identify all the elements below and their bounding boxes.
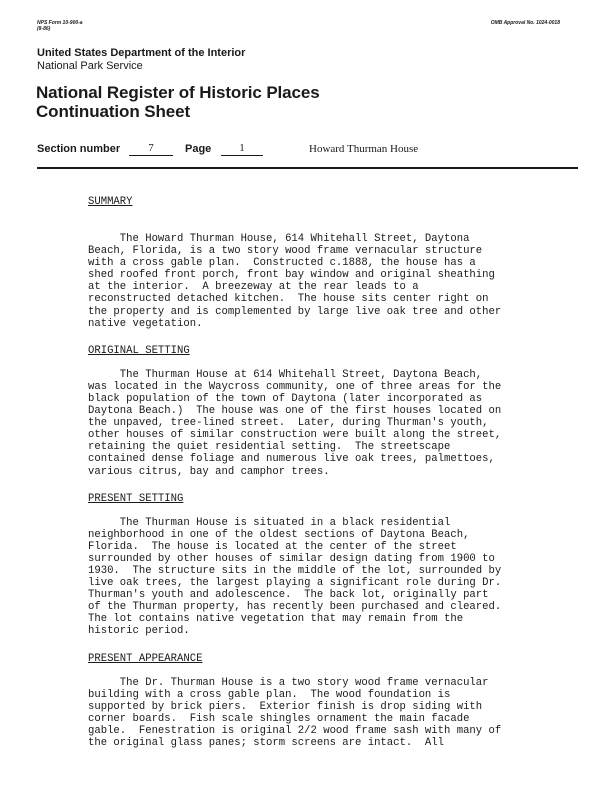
text-line: The lot contains native vegetation that may remain from the	[88, 613, 464, 626]
page-number-value: 1	[221, 143, 263, 156]
service-name: National Park Service	[37, 60, 143, 72]
paragraph-present-setting	[88, 517, 578, 638]
text-line: of the Thurman property, has recently been purchased and cleared.	[88, 601, 502, 614]
department-name: United States Department of the Interior	[37, 47, 246, 59]
paragraph-present-appearance	[88, 677, 578, 750]
text-line: was located in the Waycross community, one of three areas for the	[88, 380, 502, 393]
text-line: Thurman's youth and adolescence. The back lot, originally part	[88, 589, 489, 602]
section-heading-summary: SUMMARY	[88, 196, 133, 208]
text-line: Beach, Florida, is a two story wood frame vernacular structure	[88, 245, 483, 258]
text-line: Florida. The house is located at the center of the street	[88, 540, 457, 553]
text-line: The Howard Thurman House, 614 Whitehall Street, Daytona	[88, 233, 470, 245]
document-body	[88, 196, 578, 749]
form-title	[36, 83, 320, 121]
text-line: The Thurman House at 614 Whitehall Street, Daytona Beach,	[88, 368, 483, 381]
text-line: other houses of similar construction were built along the street,	[88, 429, 502, 442]
text-line: black population of the town of Daytona (later incorporated as	[88, 392, 483, 405]
text-line: supported by brick piers. Exterior finish is drop siding with	[88, 700, 483, 713]
section-heading-present-appearance: PRESENT APPEARANCE	[88, 652, 203, 665]
text-line: gable. Fenestration is original 2/2 wood frame sash with many of	[88, 724, 502, 737]
text-line: 1930. The structure sits in the middle of the lot, surrounded by	[88, 564, 502, 577]
text-line: at the interior. A breezeway at the rear leads to a	[88, 281, 419, 294]
text-line: reconstructed detached kitchen. The house sits center right on	[88, 293, 489, 306]
section-line	[37, 143, 577, 159]
text-line: the unpaved, tree-lined street. Later, during Thurman's youth,	[88, 417, 489, 430]
agency-block	[37, 47, 245, 73]
text-line: with a cross gable plan. Constructed c.1888, the house has a	[88, 257, 476, 270]
text-line: contained dense foliage and numerous live oak trees, palmettoes,	[88, 453, 495, 466]
form-number-text: NPS Form 10-900-a	[37, 20, 83, 26]
form-title-line2: Continuation Sheet	[36, 102, 191, 121]
text-line: The Dr. Thurman House is a two story wood frame vernacular	[88, 676, 489, 689]
text-line: shed roofed front porch, front bay window and original sheathing	[88, 269, 495, 282]
form-title-line1: National Register of Historic Places	[36, 83, 320, 102]
text-line: The Thurman House is situated in a black residential	[88, 516, 451, 529]
paragraph-summary	[88, 233, 578, 330]
text-line: surrounded by other houses of similar design dating from 1900 to	[88, 552, 495, 565]
text-line: building with a cross gable plan. The wood foundation is	[88, 688, 451, 701]
text-line: native vegetation.	[88, 317, 203, 330]
text-line: the original glass panes; storm screens are intact. All	[88, 737, 445, 749]
form-number	[37, 20, 83, 32]
text-line: Daytona Beach.) The house was one of the first houses located on	[88, 405, 502, 418]
section-number-value: 7	[129, 143, 173, 156]
text-line: historic period.	[88, 625, 190, 638]
form-date-text: (8-86)	[37, 26, 51, 32]
property-name: Howard Thurman House	[309, 143, 419, 155]
paragraph-original-setting	[88, 369, 578, 478]
omb-approval: OMB Approval No. 1024-0018	[490, 20, 560, 26]
section-heading-original-setting: ORIGINAL SETTING	[88, 344, 190, 357]
header-divider	[37, 167, 578, 169]
page-label: Page	[185, 143, 212, 155]
text-line: various citrus, bay and camphor trees.	[88, 465, 330, 478]
text-line: the property and is complemented by large live oak tree and other	[88, 305, 502, 318]
text-line: neighborhood in one of the oldest sections of Daytona Beach,	[88, 528, 470, 541]
section-number-label: Section number	[37, 143, 121, 155]
text-line: corner boards. Fish scale shingles ornament the main facade	[88, 712, 470, 725]
text-line: live oak trees, the largest playing a significant role during Dr.	[88, 577, 502, 590]
text-line: retaining the quiet residential setting. The streetscape	[88, 441, 451, 454]
section-heading-present-setting: PRESENT SETTING	[88, 492, 184, 505]
